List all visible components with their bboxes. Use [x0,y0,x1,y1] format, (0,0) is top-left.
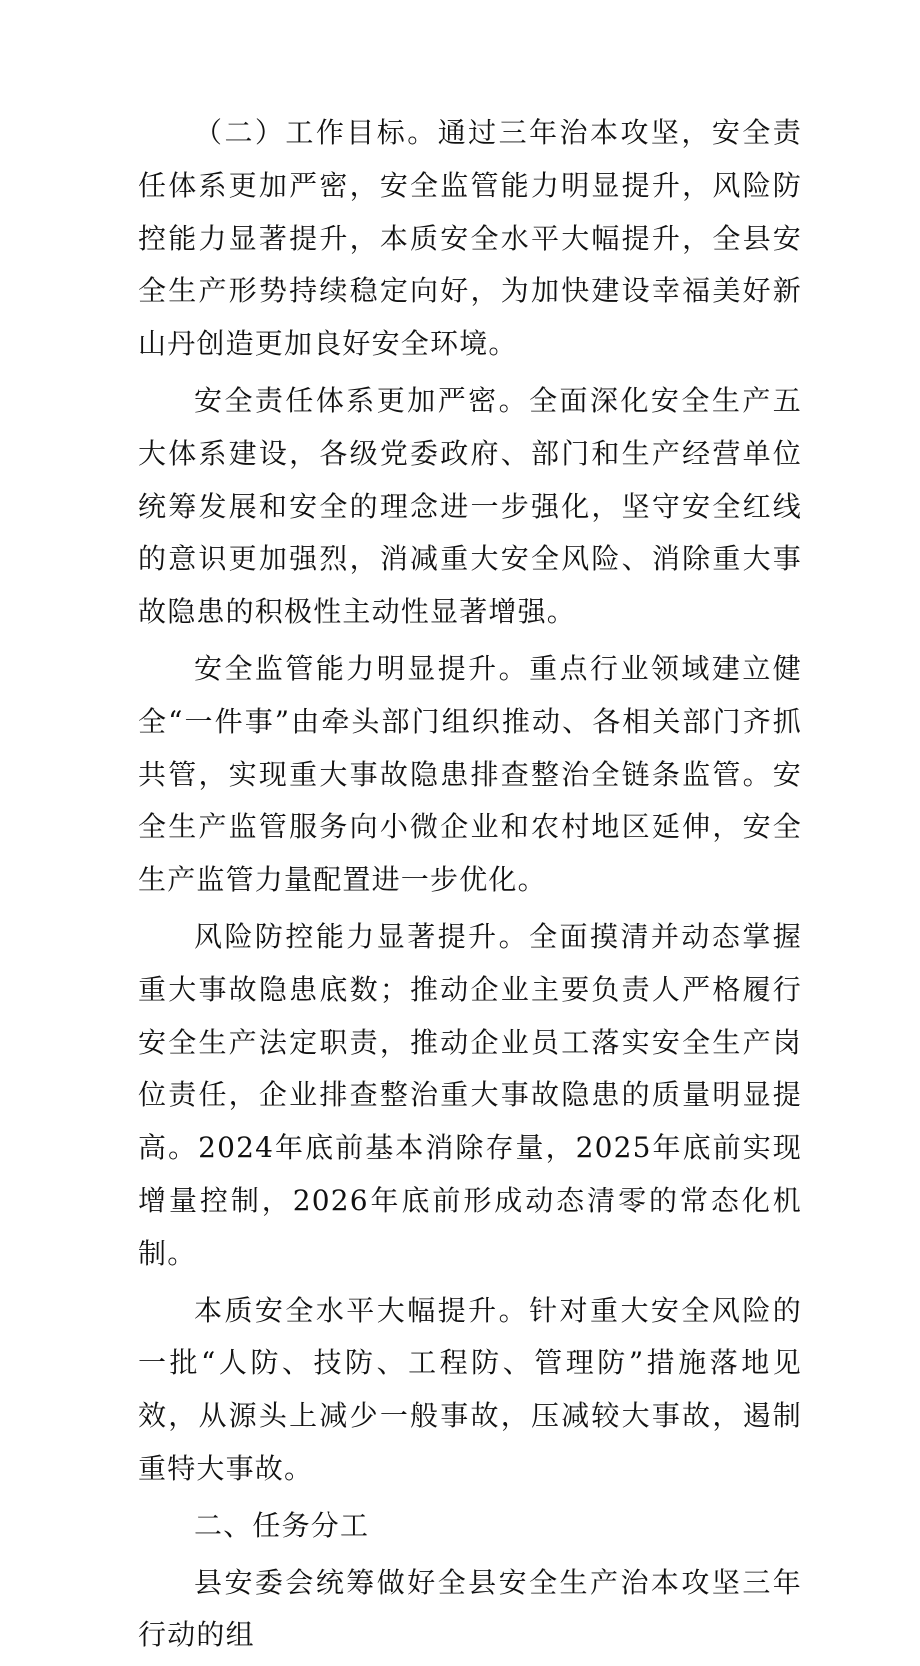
paragraph-work-goals: （二）工作目标。通过三年治本攻坚，安全责任体系更加严密，安全监管能力明显提升，风险防控能力显著提升，本质安全水平大幅提升，全县安全生产形势持续稳定向好，为加快建设幸福美好新山丹创造更加良好安全环境。 [138,116,802,361]
paragraph-responsibility-system: 安全责任体系更加严密。全面深化安全生产五大体系建设，各级党委政府、部门和生产经营单位统筹发展和安全的理念进一步强化，坚守安全红线的意识更加强烈，消减重大安全风险、消除重大事故隐患的积极性主动性显著增强。 [138,383,802,629]
paragraph-safety-committee: 县安委会统筹做好全县安全生产治本攻坚三年行动的组 [138,1565,802,1652]
section-heading-task-division: 二、任务分工 [194,1508,370,1542]
paragraph-intrinsic-safety: 本质安全水平大幅提升。针对重大安全风险的一批“人防、技防、工程防、管理防”措施落地见效，从源头上减少一般事故，压减较大事故，遏制重特大事故。 [138,1293,802,1485]
document-page [138,107,802,1666]
paragraph-supervision-capacity: 安全监管能力明显提升。重点行业领域建立健全“一件事”由牵头部门组织推动、各相关部门齐抓共管，实现重大事故隐患排查整治全链条监管。安全生产监管服务向小微企业和农村地区延伸，安全生产监管力量配置进一步优化。 [138,651,802,897]
paragraph-risk-control: 风险防控能力显著提升。全面摸清并动态掌握重大事故隐患底数；推动企业主要负责人严格履行安全生产法定职责，推动企业员工落实安全生产岗位责任，企业排查整治重大事故隐患的质量明显提高。2024年底前基本消除存量，2025年底前实现增量控制，2026年底前形成动态清零的常态化机制。 [138,919,802,1270]
